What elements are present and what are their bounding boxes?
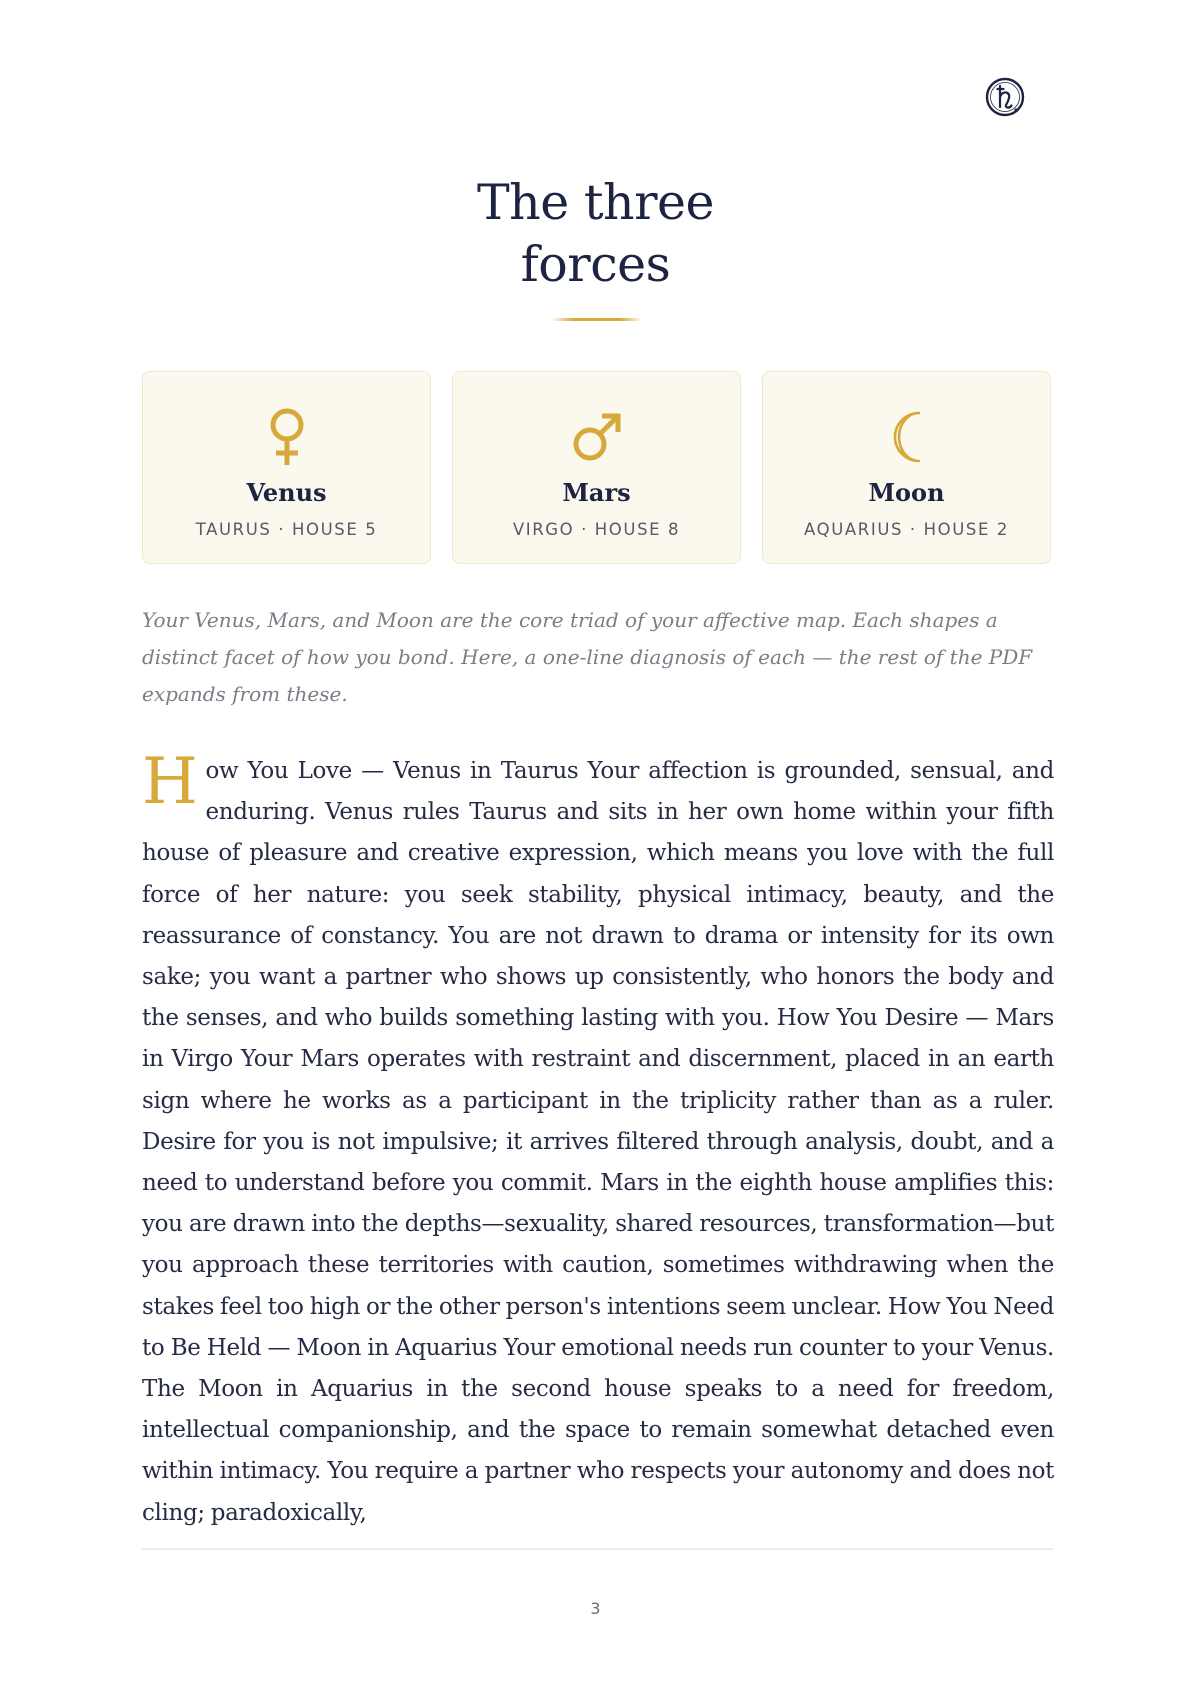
force-card-mars xyxy=(452,371,741,564)
force-name: Venus xyxy=(246,478,327,507)
footer-divider xyxy=(142,1548,1053,1550)
crescent-moon-icon xyxy=(763,402,1050,472)
page-title-line-1: The three xyxy=(477,174,714,231)
intro-paragraph: Your Venus, Mars, and Moon are the core triad of your affective map. Each shapes a distinct facet of how you bond. Here, a one-line diagnosis of each — the rest of the PDF expands from these. xyxy=(142,608,1033,706)
force-card-venus xyxy=(142,371,431,564)
page-title xyxy=(0,172,1191,296)
force-card-moon xyxy=(762,371,1051,564)
page-title-line-2: forces xyxy=(520,236,671,293)
forces-cards xyxy=(142,371,1052,564)
force-name: Moon xyxy=(868,478,945,507)
force-name: Mars xyxy=(562,478,631,507)
brand-logo xyxy=(985,77,1025,117)
saturn-h-monogram-icon xyxy=(985,77,1025,117)
title-divider xyxy=(551,318,643,321)
body-text: ow You Love — Venus in Taurus Your affection is grounded, sensual, and enduring. Venus rules Taurus and sits in her own home within your fifth house of pleasure and creative expression, which means you love with the full force of her nature: you seek stability, physical intimacy, beauty, and the reassurance of constancy. You are not drawn to drama or intensity for its own sake; you want a partner who shows up consistently, who honors the body and the senses, and who builds something lasting with you. How You Desire — Mars in Virgo Your Mars operates with restraint and discernment, placed in an earth sign where he works as a participant in the triplicity rather than as a ruler. Desire for you is not impulsive; it arrives filtered through analysis, doubt, and a need to understand before you commit. Mars in the eighth house amplifies this: you are drawn into the depths—sexuality, shared resources, transformation—but you approach these territories with caution, sometimes withdrawing when the stakes feel too high or the other person's intentions seem unclear. How You Need to Be Held — Moon in Aquarius Your emotional needs run counter to your Venus. The Moon in Aquarius in the second house speaks to a need for freedom, intellectual companionship, and the space to remain somewhat detached even within intimacy. You require a partner who respects your autonomy and does not cling; paradoxically, xyxy=(142,758,1054,1526)
page-number: 3 xyxy=(590,1599,601,1618)
venus-symbol-icon xyxy=(143,402,430,472)
drop-cap: H xyxy=(142,745,198,819)
force-detail: VIRGO · HOUSE 8 xyxy=(512,520,681,539)
force-detail: TAURUS · HOUSE 5 xyxy=(195,520,378,539)
force-detail: AQUARIUS · HOUSE 2 xyxy=(804,520,1009,539)
mars-symbol-icon xyxy=(453,402,740,472)
body-paragraph xyxy=(142,745,1054,1534)
